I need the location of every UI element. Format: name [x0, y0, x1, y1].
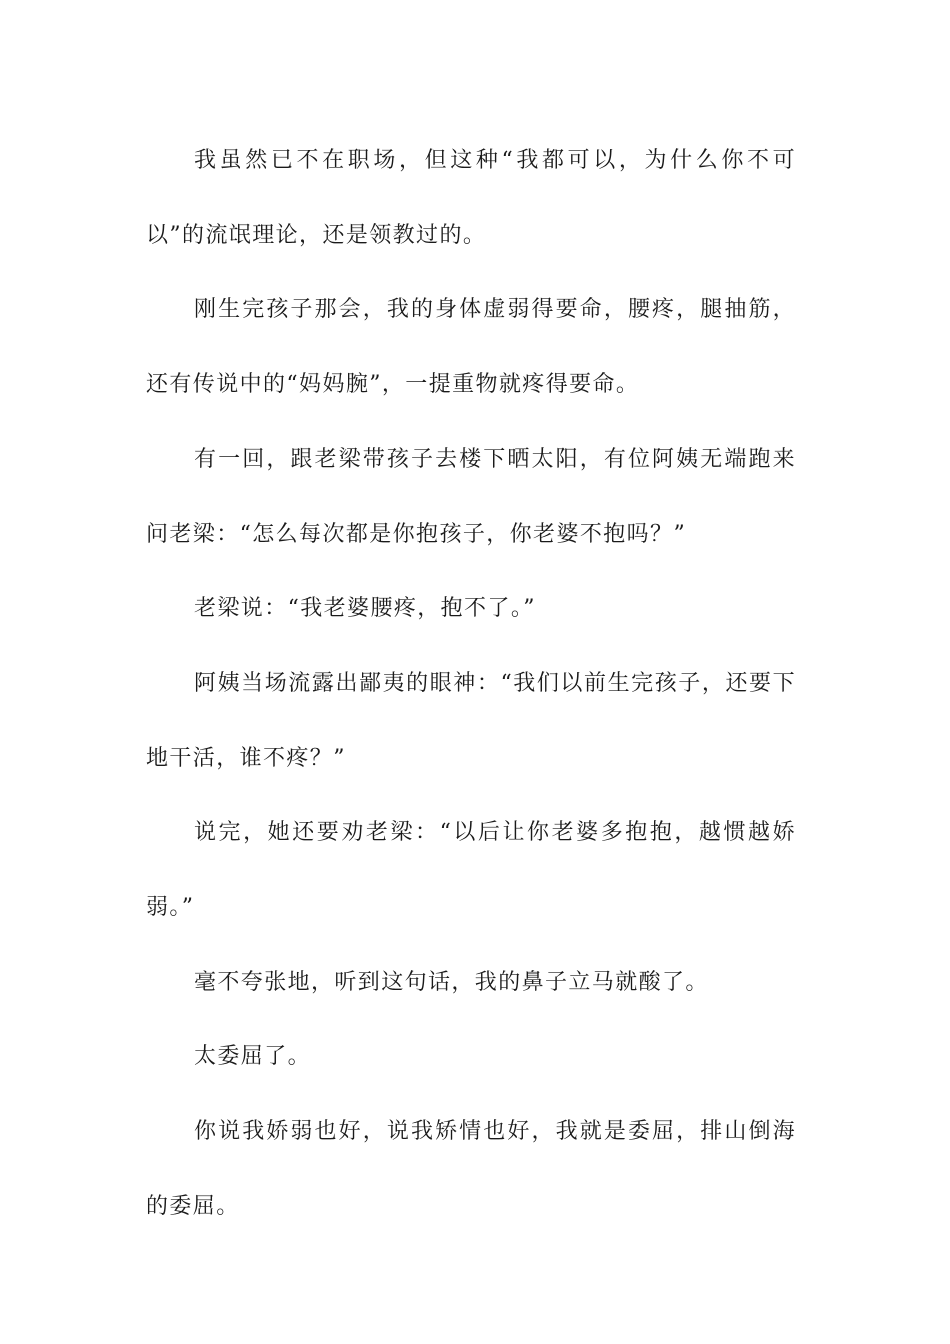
article-body [146, 124, 796, 1245]
paragraph: 老梁说：“我老婆腰疼，抱不了。” [194, 596, 536, 622]
paragraph: 阿姨当场流露出鄙夷的眼神：“我们以前生完孩子，还要下地干活，谁不疼？” [146, 670, 796, 771]
paragraph: 毫不夸张地，听到这句话，我的鼻子立马就酸了。 [194, 969, 709, 995]
paragraph: 说完，她还要劝老梁：“以后让你老婆多抱抱，越惯越娇弱。” [146, 820, 796, 921]
paragraph: 有一回，跟老梁带孩子去楼下晒太阳，有位阿姨无端跑来问老梁：“怎么每次都是你抱孩子，你老婆不抱吗？” [146, 446, 796, 547]
paragraph: 你说我娇弱也好，说我矫情也好，我就是委屈，排山倒海的委屈。 [146, 1119, 796, 1219]
paragraph: 太委屈了。 [194, 1044, 312, 1070]
paragraph: 刚生完孩子那会，我的身体虚弱得要命，腰疼，腿抽筋，还有传说中的“妈妈腕”，一提重物就疼得要命。 [146, 297, 796, 398]
paragraph: 我虽然已不在职场，但这种“我都可以，为什么你不可以”的流氓理论，还是领教过的。 [146, 148, 796, 248]
